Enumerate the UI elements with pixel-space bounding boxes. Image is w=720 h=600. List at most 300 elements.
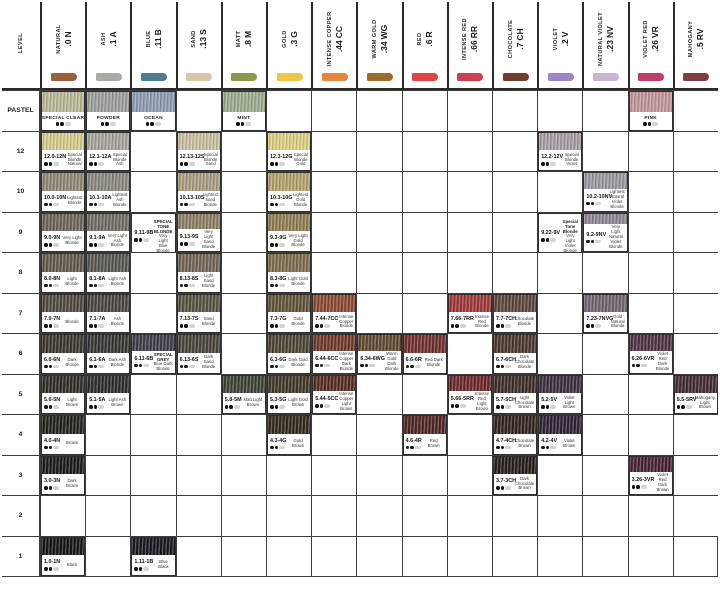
shade-label-left xyxy=(44,475,61,493)
shade-label-right xyxy=(514,313,534,331)
coverage-dot xyxy=(60,122,64,126)
shade-label xyxy=(132,218,174,255)
coverage-dot xyxy=(184,162,188,166)
color-pill-red xyxy=(412,73,438,81)
coverage-dots xyxy=(496,405,514,409)
shade-label xyxy=(268,434,310,454)
grid-cell xyxy=(176,252,221,293)
shade-10-1-10a[interactable] xyxy=(86,172,130,212)
grid-cell xyxy=(356,171,401,212)
shade-4-7-4ch[interactable] xyxy=(493,415,537,455)
coverage-dot xyxy=(150,122,154,126)
shade-10-0-10n[interactable] xyxy=(41,172,85,212)
coverage-dot xyxy=(105,122,109,126)
coverage-dot xyxy=(189,242,195,246)
grid-cell xyxy=(130,90,175,131)
shade-mint[interactable] xyxy=(222,91,266,131)
shade-5-0-5n[interactable] xyxy=(41,375,85,415)
shade-label-right xyxy=(198,273,217,291)
column-name: NATURAL xyxy=(55,24,62,54)
shade-label-right xyxy=(242,394,263,412)
shade-label-right xyxy=(106,313,127,331)
coverage-dots xyxy=(632,485,655,489)
coverage-dot xyxy=(586,202,590,206)
coverage-dot xyxy=(53,365,59,369)
shade-code: 8.1-8A xyxy=(89,275,106,282)
grid-cell xyxy=(582,293,627,334)
color-pill-ash xyxy=(96,73,122,81)
shade-3-26-3vr[interactable] xyxy=(629,456,673,496)
shade-code: 5.0-5N xyxy=(44,397,61,404)
shade-label-right xyxy=(61,394,82,412)
shade-special-note: Special Tone Blonde xyxy=(562,218,578,234)
shade-4-2-4v[interactable] xyxy=(538,415,582,455)
grid-cell xyxy=(628,333,673,374)
grid-cell xyxy=(492,495,537,536)
shade-6-0-6n[interactable] xyxy=(41,334,85,374)
coverage-dot xyxy=(636,364,640,368)
coverage-dot xyxy=(89,243,93,247)
column-code xyxy=(514,28,524,49)
coverage-dot xyxy=(44,486,48,490)
grid-cell xyxy=(130,536,175,577)
coverage-dot xyxy=(53,243,59,247)
row-label-10: 10 xyxy=(2,171,40,212)
shade-label-right xyxy=(514,475,534,493)
shade-label-right xyxy=(560,219,579,254)
coverage-dots xyxy=(134,567,153,571)
column-header-blue xyxy=(130,2,175,90)
shade-label-right xyxy=(66,192,82,210)
shade-9-2-9nv[interactable] xyxy=(583,213,627,253)
coverage-dot xyxy=(65,122,71,126)
shade-label xyxy=(494,474,536,494)
hair-swatch-image xyxy=(42,173,84,191)
shade-description: Gold Blonde xyxy=(291,316,305,326)
coverage-dot xyxy=(595,202,601,206)
column-name: VIOLET xyxy=(552,27,559,51)
shade-12-1-12a[interactable] xyxy=(86,132,130,172)
hair-swatch-image xyxy=(313,376,355,392)
hair-swatch-image xyxy=(42,133,84,151)
shade-special-note: SPECIAL TONE BLONDE xyxy=(153,218,173,234)
shade-12-13-12s[interactable] xyxy=(177,132,221,172)
column-header-intense-copper xyxy=(311,2,356,90)
pastel-shade-name: OCEAN xyxy=(144,115,163,121)
coverage-dots xyxy=(44,567,61,571)
shade-label-left xyxy=(44,394,61,412)
shade-powder[interactable] xyxy=(86,91,130,131)
grid-cell xyxy=(130,414,175,455)
color-pill-matt xyxy=(231,73,257,81)
coverage-dot xyxy=(270,324,274,328)
coverage-dots xyxy=(406,365,423,369)
row-label-2: 2 xyxy=(2,495,40,536)
shade-label xyxy=(42,231,84,251)
shade-3-7-3ch[interactable] xyxy=(493,456,537,496)
grid-cell xyxy=(628,252,673,293)
shade-label-left xyxy=(134,219,152,254)
grid-cell xyxy=(447,252,492,293)
shade-label xyxy=(358,351,400,373)
coverage-dots xyxy=(146,122,161,126)
shade-10-13-10s[interactable] xyxy=(177,172,221,212)
coverage-dot xyxy=(98,365,104,369)
hair-swatch-image xyxy=(494,457,536,475)
hair-swatch-image xyxy=(42,254,84,272)
shade-label-left xyxy=(541,219,560,254)
shade-label-right xyxy=(292,151,308,169)
row-label-12: 12 xyxy=(2,131,40,172)
shade-label-right xyxy=(106,232,127,250)
shade-description: Dark Brown xyxy=(66,478,79,488)
shade-label-left xyxy=(180,151,203,169)
shade-5-1-5a[interactable] xyxy=(86,375,130,415)
shade-6-44-6cc[interactable] xyxy=(312,334,356,374)
shade-9-11-9b[interactable] xyxy=(131,213,175,253)
coverage-dots xyxy=(44,486,61,490)
coverage-dot xyxy=(180,365,184,369)
shade-8-0-8n[interactable] xyxy=(41,253,85,293)
shade-4-3-4g[interactable] xyxy=(267,415,311,455)
shade-6-7-6ch[interactable] xyxy=(493,334,537,374)
shade-code: 6.13-6S xyxy=(179,356,199,363)
shade-label-right xyxy=(558,435,579,453)
shade-7-3-7g[interactable] xyxy=(267,294,311,334)
grid-cell xyxy=(628,536,673,577)
coverage-dot xyxy=(415,446,421,450)
hair-swatch-image xyxy=(539,416,581,434)
shade-5-8-5m[interactable] xyxy=(222,375,266,415)
column-name: MATT xyxy=(235,30,242,48)
shade-label xyxy=(42,272,84,292)
coverage-dot xyxy=(189,324,195,328)
grid-cell xyxy=(221,131,266,172)
shade-label-right xyxy=(474,392,489,412)
shade-label-left xyxy=(180,230,199,250)
shade-code: 3.7-3CH xyxy=(496,478,517,485)
coverage-dot xyxy=(139,238,143,242)
shade-description: Special Blonde Natural xyxy=(67,151,82,167)
hair-swatch-image xyxy=(404,416,446,434)
shade-description: Dark Chocolate Brown xyxy=(514,475,535,491)
coverage-dot xyxy=(505,324,511,328)
coverage-dot xyxy=(451,404,455,408)
coverage-dot xyxy=(505,405,511,409)
shade-4-0-4n[interactable] xyxy=(41,415,85,455)
shade-6-11-6b[interactable] xyxy=(131,334,175,374)
shade-label-left xyxy=(44,151,66,169)
coverage-dot xyxy=(546,238,550,242)
shade-label-left xyxy=(315,313,338,331)
shade-label xyxy=(87,353,129,373)
shade-description: Blue Black xyxy=(158,559,169,569)
grid-cell xyxy=(492,414,537,455)
shade-7-44-7cc[interactable] xyxy=(312,294,356,334)
grid-cell xyxy=(447,333,492,374)
shade-label-left xyxy=(270,354,287,372)
grid-cell xyxy=(582,131,627,172)
hair-swatch-image xyxy=(449,295,491,313)
grid-cell xyxy=(673,333,718,374)
shade-7-23-7nvg[interactable] xyxy=(583,294,627,334)
shade-5-44-5cc[interactable] xyxy=(312,375,356,415)
coverage-dots xyxy=(496,446,514,450)
coverage-dot xyxy=(586,240,590,244)
hair-swatch-image xyxy=(494,295,536,313)
shade-label xyxy=(178,191,220,211)
coverage-dot xyxy=(595,324,601,328)
hair-swatch-image xyxy=(539,376,581,394)
grid-cell xyxy=(311,90,356,131)
shade-6-13-6s[interactable] xyxy=(177,334,221,374)
coverage-dots xyxy=(496,486,514,490)
shade-code: 9.2-9NV xyxy=(586,231,607,238)
coverage-dot xyxy=(410,365,414,369)
shade-10-3-10g[interactable] xyxy=(267,172,311,212)
hair-swatch-image xyxy=(178,254,220,272)
hair-swatch-image xyxy=(42,416,84,434)
shade-label xyxy=(584,189,626,211)
grid-cell xyxy=(311,252,356,293)
pastel-shade-name: PINK xyxy=(644,115,658,121)
coverage-dot xyxy=(44,567,48,571)
shade-5-7-5ch[interactable] xyxy=(493,375,537,415)
grid-cell xyxy=(221,333,266,374)
shade-special-note: SPECIAL GREY xyxy=(153,351,173,362)
shade-description: Brown xyxy=(66,440,79,446)
shade-label xyxy=(494,312,536,332)
grid-cell xyxy=(673,455,718,496)
shade-4-6-4r[interactable] xyxy=(403,415,447,455)
shade-8-3-8g[interactable] xyxy=(267,253,311,293)
hair-swatch-image xyxy=(584,173,626,189)
shade-5-5-5rv[interactable] xyxy=(674,375,718,415)
pastel-shade-name: POWDER xyxy=(96,115,120,121)
grid-cell xyxy=(221,414,266,455)
coverage-dot xyxy=(189,365,195,369)
shade-6-3-6g[interactable] xyxy=(267,334,311,374)
grid-cell xyxy=(537,455,582,496)
shade-7-1-7a[interactable] xyxy=(86,294,130,334)
coverage-dot xyxy=(501,486,505,490)
coverage-dot xyxy=(546,405,550,409)
coverage-dots xyxy=(44,162,66,166)
shade-label xyxy=(178,353,220,373)
coverage-dot xyxy=(146,122,150,126)
coverage-dot xyxy=(275,365,279,369)
shade-7-66-7rr[interactable] xyxy=(448,294,492,334)
grid-cell xyxy=(628,293,673,334)
shade-description: Special Blonde Violet xyxy=(564,151,579,167)
shade-8-1-8a[interactable] xyxy=(86,253,130,293)
shade-label xyxy=(87,191,129,211)
grid-cell xyxy=(537,131,582,172)
shade-12-3-12g[interactable] xyxy=(267,132,311,172)
color-pill-mahogany xyxy=(683,73,709,81)
hair-swatch-image xyxy=(584,214,626,225)
coverage-dot xyxy=(139,364,143,368)
shade-label xyxy=(178,150,220,170)
shade-label xyxy=(42,150,84,170)
coverage-dot xyxy=(505,486,511,490)
shade-label xyxy=(268,272,310,292)
shade-10-2-10nv[interactable] xyxy=(583,172,627,212)
coverage-dot xyxy=(98,405,104,409)
shade-label-left xyxy=(89,151,111,169)
column-header-ash xyxy=(85,2,130,90)
shade-12-2-12v[interactable] xyxy=(538,132,582,172)
shade-label-right xyxy=(61,556,82,574)
shade-label-right xyxy=(106,354,127,372)
grid-cell xyxy=(266,374,311,415)
shade-code: 5.2-5V xyxy=(541,397,558,404)
grid-cell xyxy=(266,414,311,455)
shade-description: Warm Gold Dark Blonde xyxy=(385,350,399,371)
column-header-violet xyxy=(537,2,582,90)
coverage-dot xyxy=(641,485,647,489)
coverage-dot xyxy=(184,284,188,288)
shade-ocean[interactable] xyxy=(131,91,175,131)
grid-cell xyxy=(673,495,718,536)
coverage-dots xyxy=(44,446,61,450)
shade-7-13-7s[interactable] xyxy=(177,294,221,334)
shade-code: 8.0-8N xyxy=(44,275,61,282)
coverage-dot xyxy=(686,405,692,409)
coverage-dots xyxy=(632,364,655,368)
column-letter: CC xyxy=(333,25,344,39)
shade-9-1-9a[interactable] xyxy=(86,213,130,253)
shade-label-right xyxy=(654,352,669,372)
column-number: .26 xyxy=(649,40,660,52)
coverage-dot xyxy=(49,284,53,288)
coverage-dot xyxy=(279,365,285,369)
shade-5-66-5rr[interactable] xyxy=(448,375,492,415)
shade-special-clear[interactable] xyxy=(41,91,85,131)
shade-label-left xyxy=(496,435,517,453)
shade-code: 9.0-9N xyxy=(44,235,61,242)
coverage-dot xyxy=(155,122,161,126)
shade-1-11-1b[interactable] xyxy=(131,537,175,577)
shade-code: 12.13-12S xyxy=(179,154,205,161)
shade-label xyxy=(630,351,672,373)
shade-5-2-5v[interactable] xyxy=(538,375,582,415)
shade-5-3-5g[interactable] xyxy=(267,375,311,415)
coverage-dot xyxy=(270,365,274,369)
grid-cell xyxy=(447,293,492,334)
coverage-dot xyxy=(320,324,324,328)
shade-code: 1.0-1N xyxy=(44,559,61,566)
shade-6-26-6vr[interactable] xyxy=(629,334,673,374)
shade-description: Light Blonde xyxy=(65,275,79,286)
grid-cell xyxy=(402,455,447,496)
shade-9-3-9g[interactable] xyxy=(267,213,311,253)
coverage-dots xyxy=(496,324,514,328)
shade-9-0-9n[interactable] xyxy=(41,213,85,253)
shade-label-left xyxy=(315,352,338,372)
shade-label xyxy=(178,229,220,251)
coverage-dot xyxy=(279,405,285,409)
shade-code: 3.26-3VR xyxy=(631,477,655,484)
coverage-dots xyxy=(315,364,338,368)
shade-label-right xyxy=(694,394,715,412)
coverage-dot xyxy=(275,243,279,247)
column-name: VIOLET RED xyxy=(642,20,649,58)
shade-12-0-12n[interactable] xyxy=(41,132,85,172)
coverage-dots xyxy=(101,122,116,126)
coverage-dot xyxy=(89,324,93,328)
shade-6-34-6wg[interactable] xyxy=(357,334,401,374)
shade-label-right xyxy=(558,394,579,412)
grid-cell xyxy=(130,333,175,374)
color-pill-violet xyxy=(548,73,574,81)
shade-label-left xyxy=(180,354,199,372)
shade-code: 7.44-7CC xyxy=(315,316,339,323)
shade-label xyxy=(404,353,446,373)
row-label-7: 7 xyxy=(2,293,40,334)
shade-9-22-9v[interactable] xyxy=(538,213,582,253)
grid-cell xyxy=(356,212,401,253)
grid-cell xyxy=(85,90,130,131)
shade-label xyxy=(87,312,129,332)
coverage-dot xyxy=(53,405,59,409)
shade-description: Dark Ash Blonde xyxy=(108,356,126,367)
coverage-dot xyxy=(270,203,274,207)
shade-label-right xyxy=(287,394,308,412)
shade-code: 10.3-10G xyxy=(270,194,293,201)
grid-cell xyxy=(356,333,401,374)
shade-8-13-8s[interactable] xyxy=(177,253,221,293)
shade-7-7-7ch[interactable] xyxy=(493,294,537,334)
shade-3-0-3n[interactable] xyxy=(41,456,85,496)
shade-label-right xyxy=(654,473,669,493)
grid-cell xyxy=(356,293,401,334)
color-pill-natural xyxy=(51,73,77,81)
grid-cell xyxy=(266,536,311,577)
shade-code: 10.2-10NV xyxy=(586,193,613,200)
coverage-dot xyxy=(180,242,184,246)
column-header-text xyxy=(279,7,301,71)
coverage-dot xyxy=(53,446,59,450)
grid-cell xyxy=(85,293,130,334)
grid-cell xyxy=(176,536,221,577)
shade-9-13-9s[interactable] xyxy=(177,213,221,253)
hair-swatch-image xyxy=(268,376,310,394)
coverage-dots xyxy=(44,365,61,369)
shade-6-6-6r[interactable] xyxy=(403,334,447,374)
grid-cell xyxy=(537,536,582,577)
coverage-dot xyxy=(139,567,143,571)
shade-label-right xyxy=(287,273,308,291)
hair-swatch-image xyxy=(87,214,129,232)
column-number: .13 xyxy=(197,36,208,49)
coverage-dot xyxy=(49,365,53,369)
row-label-3: 3 xyxy=(2,455,40,496)
shade-code: 9.3-9G xyxy=(270,235,287,242)
shade-label-right xyxy=(563,151,579,169)
shade-7-0-7n[interactable] xyxy=(41,294,85,334)
shade-label-right xyxy=(287,435,308,453)
hair-swatch-image xyxy=(87,376,129,394)
coverage-dot xyxy=(89,365,93,369)
shade-1-0-1n[interactable] xyxy=(41,537,85,577)
hair-swatch-image xyxy=(675,376,717,394)
grid-cell xyxy=(537,171,582,212)
shade-code: 8.13-8S xyxy=(179,275,199,282)
shade-6-1-6a[interactable] xyxy=(86,334,130,374)
shade-pink[interactable] xyxy=(629,91,673,131)
column-header-natural-violet xyxy=(582,2,627,90)
